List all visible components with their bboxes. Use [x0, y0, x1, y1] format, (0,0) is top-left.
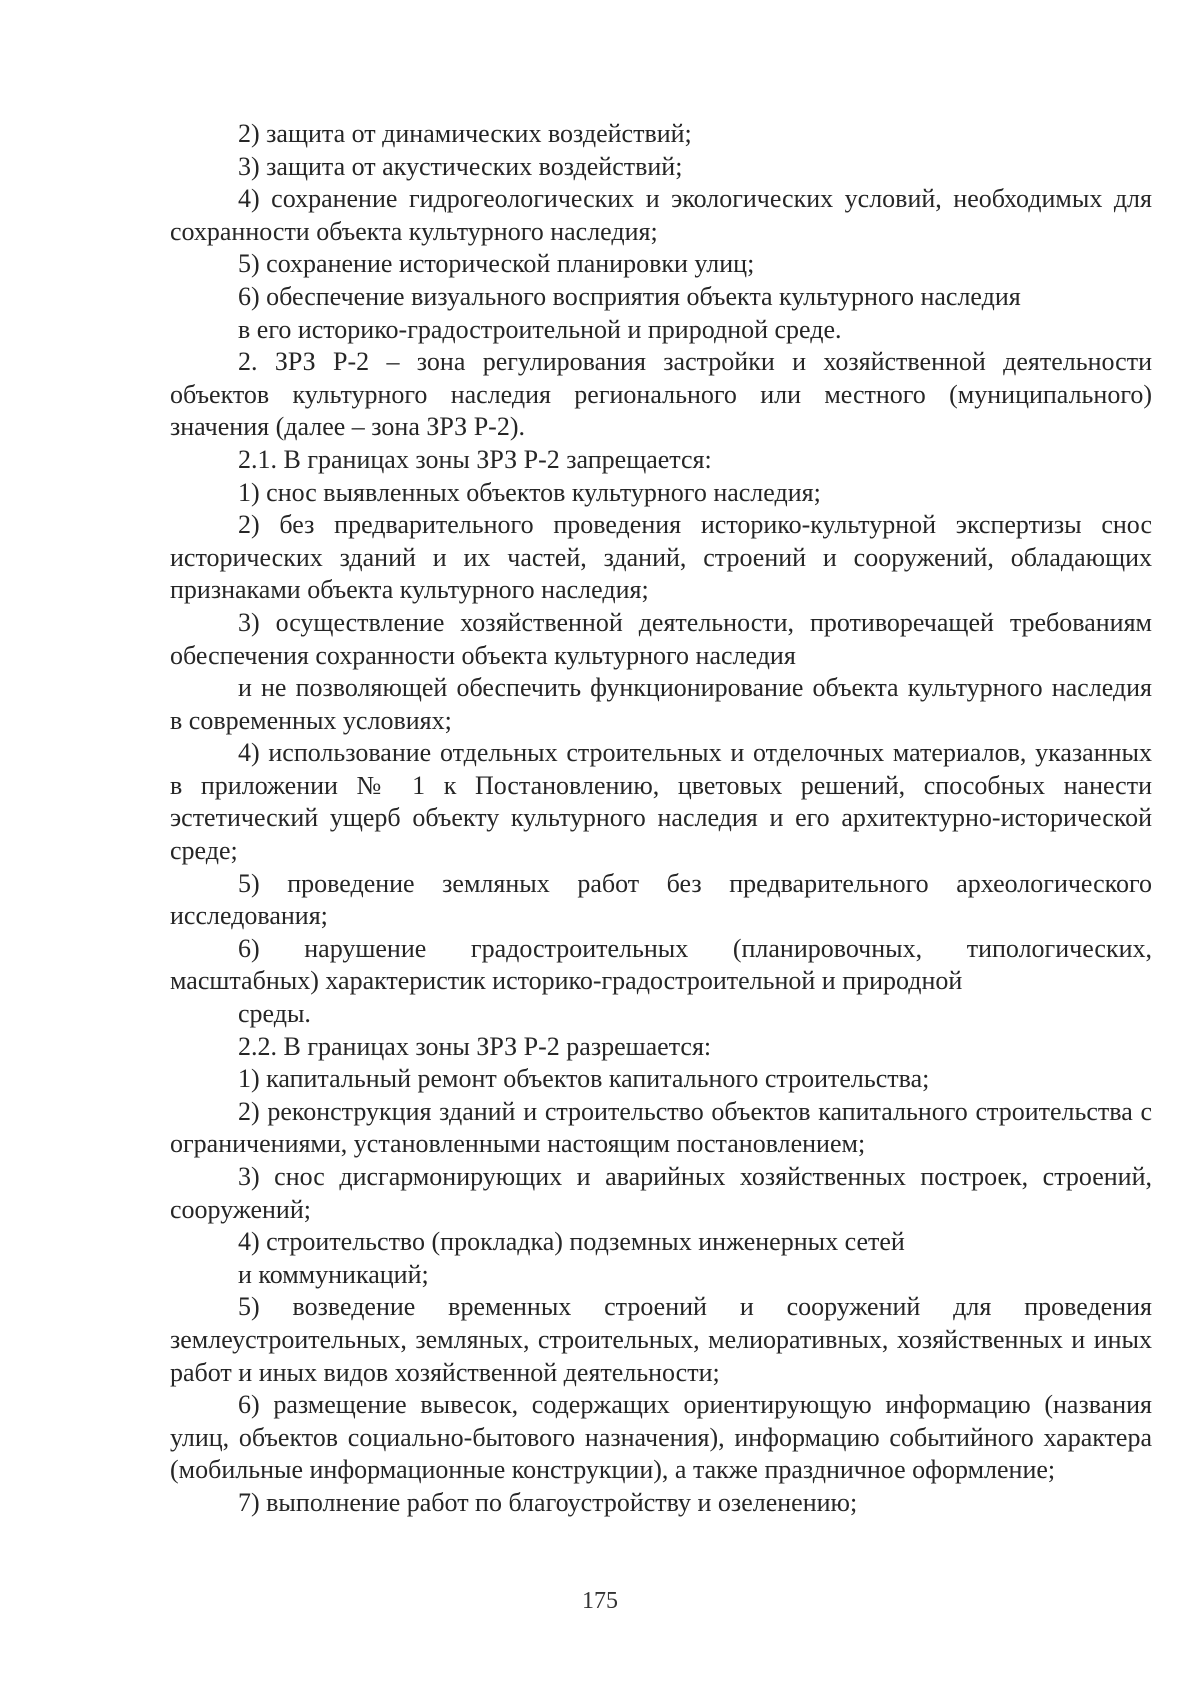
paragraph: 7) выполнение работ по благоустройству и озеленению;: [238, 1487, 858, 1517]
paragraph: 3) снос дисгармонирующих и аварийных хозяйственных построек, строений, сооружений;: [170, 1162, 1152, 1224]
paragraph: среды.: [238, 999, 311, 1029]
paragraph: 3) защита от акустических воздействий;: [238, 151, 683, 181]
paragraph: 6) обеспечение визуального восприятия объекта культурного наследия: [238, 281, 1021, 311]
page-number: 175: [582, 1588, 618, 1614]
paragraph: в его историко-градостроительной и природной среде.: [238, 314, 842, 344]
paragraph: 1) капитальный ремонт объектов капитального строительства;: [238, 1064, 930, 1094]
paragraph: 4) строительство (прокладка) подземных инженерных сетей: [238, 1227, 905, 1257]
paragraph: 5) возведение временных строений и сооружений для проведения землеустроительных, земляных, строительных, мелиоративных, хозяйственных и иных работ и иных видов хозяйственной деятельности;: [170, 1292, 1152, 1387]
paragraph: и не позволяющей обеспечить функционирование объекта культурного наследия в современных условиях;: [170, 673, 1152, 735]
paragraph: 2.2. В границах зоны ЗРЗ Р-2 разрешается:: [238, 1031, 712, 1061]
paragraph: 2. ЗРЗ Р-2 – зона регулирования застройки и хозяйственной деятельности объектов культурного наследия регионального или местного (муниципального) значения (далее – зона ЗРЗ Р-2).: [170, 347, 1152, 442]
paragraph: 2.1. В границах зоны ЗРЗ Р-2 запрещается:: [238, 444, 712, 474]
paragraph: 6) размещение вывесок, содержащих ориентирующую информацию (названия улиц, объектов социально-бытового назначения), информацию событийного характера (мобильные информационные конструкции), а также праздничное оформление;: [170, 1390, 1152, 1485]
paragraph: 1) снос выявленных объектов культурного наследия;: [238, 477, 821, 507]
document-body: [170, 118, 1152, 1520]
paragraph: 5) сохранение исторической планировки улиц;: [238, 249, 755, 279]
paragraph: 2) защита от динамических воздействий;: [238, 119, 692, 148]
paragraph: и коммуникаций;: [238, 1259, 429, 1289]
paragraph: 4) использование отдельных строительных и отделочных материалов, указанных в приложении № 1 к Постановлению, цветовых решений, способных нанести эстетический ущерб объекту культурного наследия и его архитектурно-исторической среде;: [170, 738, 1152, 866]
paragraph: 5) проведение земляных работ без предварительного археологического исследования;: [170, 868, 1152, 931]
paragraph: 6) нарушение градостроительных (планировочных, типологических, масштабных) характеристик историко-градостроительной и природной: [170, 933, 1152, 996]
paragraph: 3) осуществление хозяйственной деятельности, противоречащей требованиям обеспечения сохранности объекта культурного наследия: [170, 607, 1152, 670]
paragraph: 2) реконструкция зданий и строительство объектов капитального строительства с ограничениями, установленными настоящим постановлением;: [170, 1096, 1152, 1159]
paragraph: 2) без предварительного проведения историко-культурной экспертизы снос исторических зданий и их частей, зданий, строений и сооружений, обладающих признаками объекта культурного наследия;: [170, 510, 1152, 605]
paragraph: 4) сохранение гидрогеологических и экологических условий, необходимых для сохранности объекта культурного наследия;: [170, 184, 1152, 246]
